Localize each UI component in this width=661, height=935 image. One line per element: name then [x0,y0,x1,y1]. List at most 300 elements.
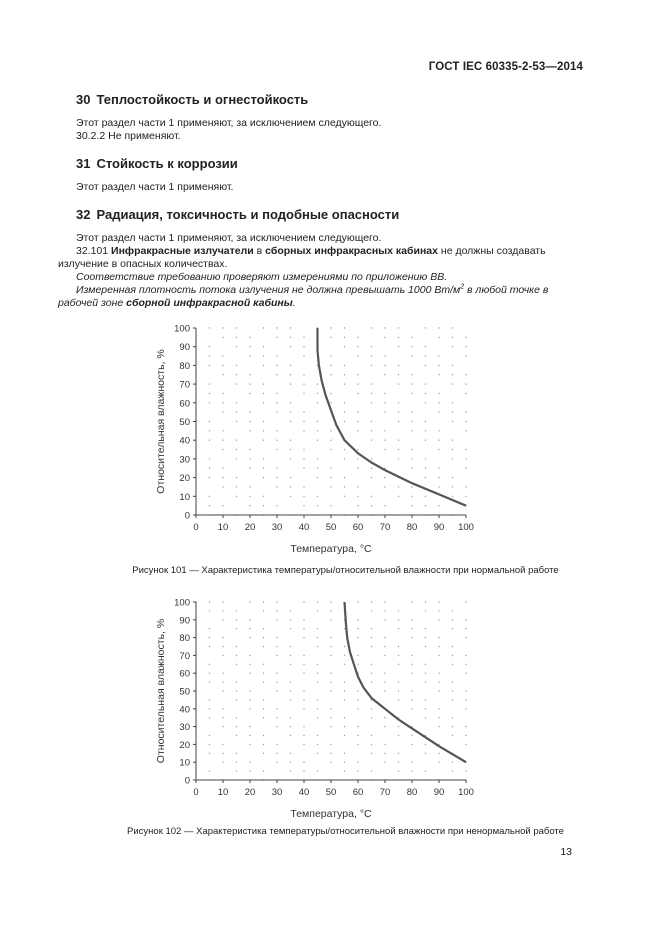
grid-dot [317,383,318,384]
grid-dot [465,496,466,497]
grid-dot [411,762,412,763]
grid-dot [263,505,264,506]
grid-dot [384,655,385,656]
grid-dot [425,601,426,602]
grid-dot [384,762,385,763]
grid-dot [276,327,277,328]
grid-dot [411,505,412,506]
grid-dot [236,440,237,441]
grid-dot [371,440,372,441]
grid-dot [371,458,372,459]
grid-dot [371,355,372,356]
grid-dot [411,374,412,375]
section-32-heading [76,207,399,222]
grid-dot [330,726,331,727]
grid-dot [290,496,291,497]
grid-dot [276,762,277,763]
humidity-temperature-curve [345,602,467,762]
y-tick-label: 10 [179,757,190,769]
grid-dot [411,346,412,347]
grid-dot [249,655,250,656]
grid-dot [398,664,399,665]
grid-dot [452,365,453,366]
section-number: 31 [76,156,91,171]
grid-dot [236,421,237,422]
grid-dot [263,735,264,736]
x-tick-label: 30 [271,522,283,533]
grid-dot [303,374,304,375]
grid-dot [330,708,331,709]
item-number: 32.101 [76,245,109,257]
grid-dot [222,393,223,394]
grid-dot [452,717,453,718]
grid-dot [276,619,277,620]
grid-dot [425,327,426,328]
x-tick-label: 90 [433,522,445,533]
grid-dot [249,708,250,709]
grid-dot [425,402,426,403]
grid-dot [236,383,237,384]
grid-dot [290,655,291,656]
y-tick-label: 100 [174,597,190,609]
grid-dot [438,327,439,328]
text-fragment: Измеренная плотность потока излучения не должна превышать 1000 Вт/м [76,284,461,296]
grid-dot [290,458,291,459]
grid-dot [438,646,439,647]
standard-header: ГОСТ IEC 60335-2-53—2014 [428,61,583,73]
grid-dot [465,708,466,709]
grid-dot [209,699,210,700]
grid-dot [398,327,399,328]
grid-dot [411,449,412,450]
y-tick-label: 70 [179,379,190,391]
grid-dot [384,744,385,745]
y-tick-labels [174,324,190,522]
x-axis-label: Температура, °C [290,808,372,820]
grid-dot [290,421,291,422]
grid-dot [263,327,264,328]
grid-dot [425,468,426,469]
grid-dot [222,717,223,718]
grid-dot [465,673,466,674]
grid-dot [465,458,466,459]
grid-dot [465,486,466,487]
grid-dot [425,628,426,629]
grid-dot [344,327,345,328]
grid-dot [317,440,318,441]
y-tick-labels [174,598,190,787]
y-tick-label: 90 [179,342,190,354]
grid-dot [371,496,372,497]
grid-dot [438,449,439,450]
grid-dot [303,735,304,736]
grid-dot [452,327,453,328]
grid-dot [411,744,412,745]
grid-dot [452,346,453,347]
grid-dot [425,753,426,754]
grid-dot [452,762,453,763]
grid-dot [209,346,210,347]
grid-dot [438,619,439,620]
grid-dot [263,628,264,629]
grid-dot [236,762,237,763]
y-tick-label: 50 [179,686,190,698]
grid-dot [357,393,358,394]
grid-dot [438,637,439,638]
grid-dot [263,421,264,422]
y-tick-label: 90 [179,615,190,627]
grid-dot [303,770,304,771]
grid-dot [276,486,277,487]
grid-dot [209,393,210,394]
grid-dot [357,337,358,338]
grid-dot [317,601,318,602]
grid-dot [330,601,331,602]
grid-dot [317,393,318,394]
grid-dot [303,708,304,709]
grid-dot [330,477,331,478]
grid-dot [438,505,439,506]
grid-dot [425,699,426,700]
grid-dot [425,430,426,431]
y-axis-label: Относительная влажность, % [155,349,167,494]
grid-dot [303,744,304,745]
grid-dot [452,735,453,736]
grid-dot [303,673,304,674]
grid-dot [398,402,399,403]
grid-dot [344,628,345,629]
item-32-101-line2: излучение в опасных количествах. [58,258,228,270]
text-fragment: в любой точке в [464,284,549,296]
grid-dot [344,681,345,682]
y-tick-label: 80 [179,633,190,645]
grid-dot [209,770,210,771]
x-tick-label: 40 [298,522,310,533]
grid-dot [371,365,372,366]
grid-dot [263,458,264,459]
grid-dot [465,655,466,656]
grid-dot [330,393,331,394]
grid-dot [398,458,399,459]
grid-dot [263,383,264,384]
grid-dot [425,681,426,682]
grid-dot [249,699,250,700]
grid-dot [452,628,453,629]
grid-dot [411,355,412,356]
grid-dot [249,726,250,727]
grid-dot [384,393,385,394]
grid-dot [330,753,331,754]
grid-dot [303,601,304,602]
grid-dot [411,770,412,771]
grid-dot [236,646,237,647]
y-axis-label: Относительная влажность, % [155,618,167,764]
grid-dot [452,421,453,422]
grid-dot [384,477,385,478]
grid-dot [236,753,237,754]
grid-dot [438,610,439,611]
grid-dot [276,681,277,682]
grid-dot [425,770,426,771]
grid-dot [249,744,250,745]
text-fragment: . [292,297,296,309]
grid-dot [263,744,264,745]
defined-term: Инфракрасные излучатели [111,245,254,257]
grid-dot [371,477,372,478]
grid-dot [290,770,291,771]
grid-dot [263,355,264,356]
y-tick-label: 60 [179,668,190,680]
grid-dot [398,770,399,771]
grid-dot [425,717,426,718]
grid-dot [249,449,250,450]
grid-dot [222,402,223,403]
grid-dot [303,383,304,384]
grid-dot [236,770,237,771]
superscript: 2 [460,283,465,291]
grid-dot [276,365,277,366]
grid-dot [290,365,291,366]
grid-dot [263,477,264,478]
grid-dot [438,365,439,366]
grid-dot [209,628,210,629]
grid-dot [236,655,237,656]
grid-dot [236,346,237,347]
grid-dot [398,411,399,412]
grid-dot [209,477,210,478]
grid-dot [398,726,399,727]
grid-dot [465,664,466,665]
x-tick-label: 50 [325,787,337,798]
grid-dot [276,717,277,718]
grid-dot [411,664,412,665]
x-axis-label: Температура, °C [290,543,372,555]
grid-dot [249,486,250,487]
grid-dot [357,601,358,602]
grid-dot [249,411,250,412]
grid-dot [398,337,399,338]
grid-dot [263,601,264,602]
grid-dot [276,708,277,709]
grid-dot [344,477,345,478]
grid-dot [357,637,358,638]
grid-dot [357,468,358,469]
grid-dot [249,673,250,674]
grid-dot [236,327,237,328]
grid-dot [249,505,250,506]
defined-term: сборных инфракрасных кабинах [265,245,438,257]
grid-dot [452,496,453,497]
section-31-heading [76,156,238,171]
grid-dot [236,699,237,700]
grid-dot [330,355,331,356]
grid-dot [303,726,304,727]
grid-dot [236,690,237,691]
grid-dot [330,646,331,647]
grid-dot [290,717,291,718]
grid-dot [384,646,385,647]
grid-dot [303,637,304,638]
grid-dot [209,440,210,441]
grid-dot [263,440,264,441]
grid-dot [452,374,453,375]
grid-dot [425,744,426,745]
text-fragment: не должны создавать [440,245,546,257]
grid-dot [411,486,412,487]
grid-dot [438,655,439,656]
grid-dot [330,440,331,441]
grid-dot [357,486,358,487]
grid-dot [371,664,372,665]
grid-dot [303,458,304,459]
grid-dot [303,449,304,450]
grid-dot [344,411,345,412]
chart-grid [195,601,466,780]
grid-dot [330,637,331,638]
grid-dot [371,646,372,647]
x-tick-label: 100 [458,522,474,533]
grid-dot [371,610,372,611]
grid-dot [317,735,318,736]
grid-dot [263,346,264,347]
grid-dot [317,770,318,771]
x-tick-labels [193,522,474,533]
grid-dot [411,411,412,412]
grid-dot [371,421,372,422]
grid-dot [290,753,291,754]
grid-dot [303,468,304,469]
grid-dot [465,337,466,338]
grid-dot [303,337,304,338]
grid-dot [209,402,210,403]
grid-dot [357,346,358,347]
grid-dot [290,402,291,403]
grid-dot [209,421,210,422]
grid-dot [263,681,264,682]
y-tick-label: 0 [184,775,190,787]
grid-dot [452,726,453,727]
grid-dot [438,393,439,394]
figure-101-caption: Рисунок 101 — Характеристика температуры/относительной влажности при нормальной работе [132,565,559,576]
grid-dot [452,646,453,647]
grid-dot [384,690,385,691]
grid-dot [290,449,291,450]
grid-dot [222,486,223,487]
x-tick-label: 10 [217,787,229,798]
grid-dot [371,681,372,682]
grid-dot [236,681,237,682]
grid-dot [209,383,210,384]
y-tick-label: 80 [179,360,190,372]
grid-dot [290,411,291,412]
grid-dot [330,505,331,506]
grid-dot [344,486,345,487]
grid-dot [303,421,304,422]
y-tick-label: 50 [179,417,190,428]
grid-dot [371,327,372,328]
section-31-paragraph: Этот раздел части 1 применяют. [76,181,234,193]
grid-dot [465,726,466,727]
y-tick-label: 40 [179,704,190,716]
y-tick-label: 10 [179,491,190,503]
grid-dot [357,770,358,771]
grid-dot [344,690,345,691]
grid-dot [344,655,345,656]
grid-dot [344,664,345,665]
grid-dot [263,753,264,754]
grid-dot [276,673,277,674]
grid-dot [398,762,399,763]
grid-dot [317,628,318,629]
grid-dot [222,468,223,469]
grid-dot [249,664,250,665]
grid-dot [209,664,210,665]
grid-dot [222,708,223,709]
grid-dot [398,628,399,629]
grid-dot [222,505,223,506]
grid-dot [425,496,426,497]
grid-dot [236,496,237,497]
grid-dot [344,383,345,384]
grid-dot [384,717,385,718]
grid-dot [344,753,345,754]
grid-dot [249,735,250,736]
grid-dot [303,486,304,487]
chart-grid [195,327,466,515]
grid-dot [290,726,291,727]
grid-dot [411,601,412,602]
grid-dot [411,468,412,469]
grid-dot [317,646,318,647]
defined-term: сборной инфракрасной кабины [126,297,293,309]
grid-dot [357,699,358,700]
grid-dot [263,708,264,709]
grid-dot [411,393,412,394]
grid-dot [317,708,318,709]
grid-dot [398,346,399,347]
grid-dot [411,690,412,691]
grid-dot [344,337,345,338]
grid-dot [357,664,358,665]
grid-dot [438,708,439,709]
grid-dot [263,664,264,665]
grid-dot [209,327,210,328]
x-tick-label: 0 [193,522,199,533]
x-tick-label: 90 [433,787,445,798]
grid-dot [384,681,385,682]
grid-dot [465,411,466,412]
grid-dot [249,374,250,375]
grid-dot [209,468,210,469]
grid-dot [438,468,439,469]
compliance-check: Соответствие требованию проверяют измерениями по приложению ВВ. [76,271,448,283]
grid-dot [317,744,318,745]
grid-dot [303,699,304,700]
grid-dot [384,355,385,356]
grid-dot [249,355,250,356]
grid-dot [452,449,453,450]
grid-dot [276,744,277,745]
grid-dot [425,355,426,356]
grid-dot [236,628,237,629]
grid-dot [344,646,345,647]
grid-dot [276,393,277,394]
grid-dot [249,628,250,629]
grid-dot [357,726,358,727]
section-30-item: 30.2.2 Не применяют. [76,130,181,142]
grid-dot [236,402,237,403]
grid-dot [249,383,250,384]
